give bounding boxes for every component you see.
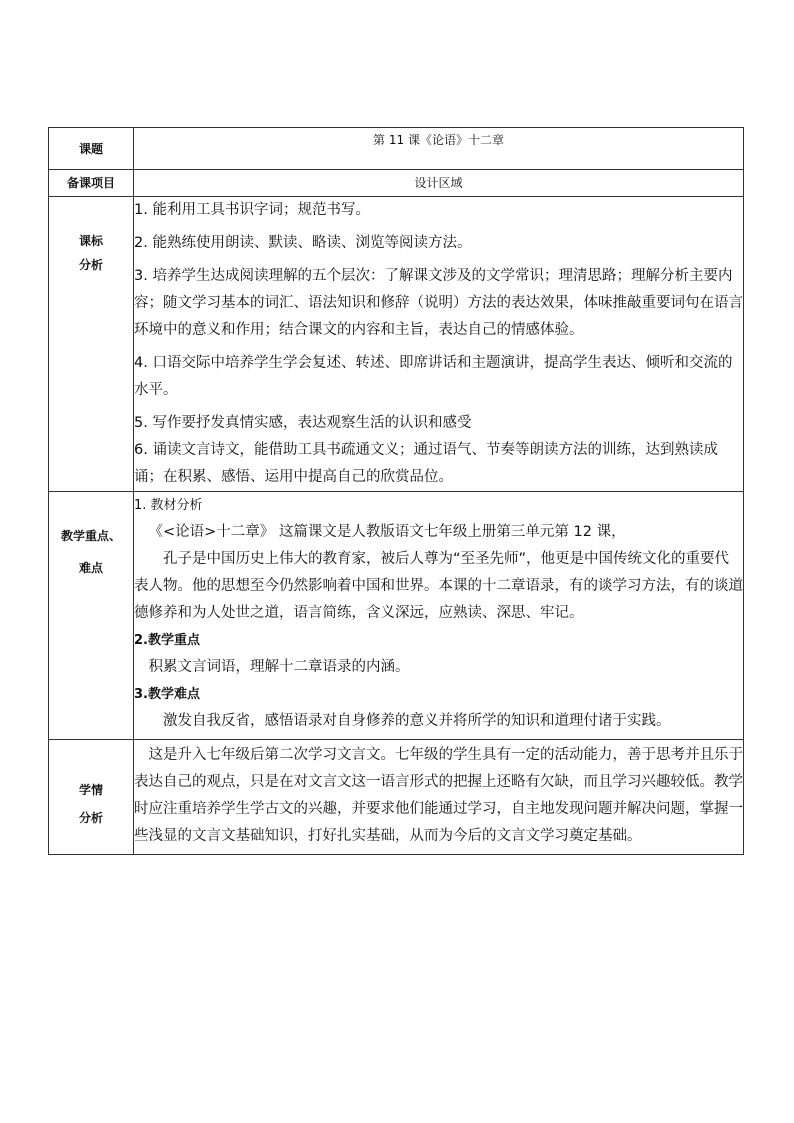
item-value: 设计区域 — [134, 170, 744, 197]
key-points-label — [49, 492, 134, 740]
curriculum-row — [49, 197, 744, 492]
topic-row — [49, 128, 744, 170]
key-points-row — [49, 492, 744, 740]
curriculum-item-1: 1. 能利用工具书识字词；规范书写。 — [134, 202, 370, 218]
curriculum-label-line2: 分析 — [78, 258, 103, 272]
key-points-label-line1: 教学重点、 — [60, 529, 121, 543]
learner-label — [49, 740, 134, 855]
key-points-label-line2: 难点 — [78, 561, 103, 575]
learner-text: 这是升入七年级后第二次学习文言文。七年级的学生具有一定的活动能力，善于思考并且乐于表达自己的观点，只是在对文言文这一语言形式的把握上还略有欠缺，而且学习兴趣较低。教学时应注重培养学生学古文的兴趣，并要求他们能通过学习，自主地发现问题并解决问题，掌握一些浅显的文言文基础知识，打好扎实基础，从而为今后的文言文学习奠定基础。 — [134, 747, 743, 844]
curriculum-item-2: 2. 能熟练使用朗读、默读、略读、浏览等阅读方法。 — [134, 235, 472, 251]
curriculum-content — [134, 197, 744, 492]
item-label: 备课项目 — [49, 170, 134, 197]
curriculum-label — [49, 197, 134, 492]
curriculum-item-6: 6. 诵读文言诗文，能借助工具书疏通文义；通过语气、节奏等朗读方法的训练，达到熟读成诵；在积累、感悟、运用中提高自己的欣赏品位。 — [134, 442, 718, 485]
topic-label: 课题 — [49, 128, 134, 170]
material-analysis-intro: 《<论语>十二章》 这篇课文是人教版语文七年级上册第三单元第 12 课， — [148, 524, 626, 540]
curriculum-item-4: 4. 口语交际中培养学生学会复述、转述、即席讲话和主题演讲，提高学生表达、倾听和交流的水平。 — [134, 355, 733, 398]
teaching-difficulty-title: 3.教学难点 — [134, 687, 200, 702]
teaching-focus-text: 积累文言词语，理解十二章语录的内涵。 — [148, 659, 410, 675]
key-points-content — [134, 492, 744, 740]
learner-content — [134, 740, 744, 855]
teaching-focus-title: 2.教学重点 — [134, 633, 200, 648]
learner-label-line1: 学情 — [78, 783, 103, 797]
curriculum-item-3: 3. 培养学生达成阅读理解的五个层次：了解课文涉及的文学常识；理清思路；理解分析主要内容；随文学习基本的词汇、语法知识和修辞（说明）方法的表达效果，体味推敲重要词句在语言环境中的意义和作用；结合课文的内容和主旨，表达自己的情感体验。 — [134, 268, 743, 338]
learner-row — [49, 740, 744, 855]
curriculum-label-line1: 课标 — [78, 234, 103, 248]
lesson-plan-table — [48, 127, 744, 855]
teaching-difficulty-text: 激发自我反省，感悟语录对自身修养的意义并将所学的知识和道理付诸于实践。 — [163, 713, 671, 729]
material-analysis-body: 孔子是中国历史上伟大的教育家，被后人尊为“至圣先师”，他更是中国传统文化的重要代表人物。他的思想至今仍然影响着中国和世界。本课的十二章语录，有的谈学习方法，有的谈道德修养和为人处世之道，语言简练，含义深远，应熟读、深思、牢记。 — [134, 551, 743, 621]
topic-value: 第 11 课《论语》十二章 — [134, 128, 744, 170]
learner-label-line2: 分析 — [78, 811, 103, 825]
item-row — [49, 170, 744, 197]
material-analysis-title: 1. 教材分析 — [134, 498, 203, 513]
curriculum-item-5: 5. 写作要抒发真情实感，表达观察生活的认识和感受 — [134, 415, 472, 431]
